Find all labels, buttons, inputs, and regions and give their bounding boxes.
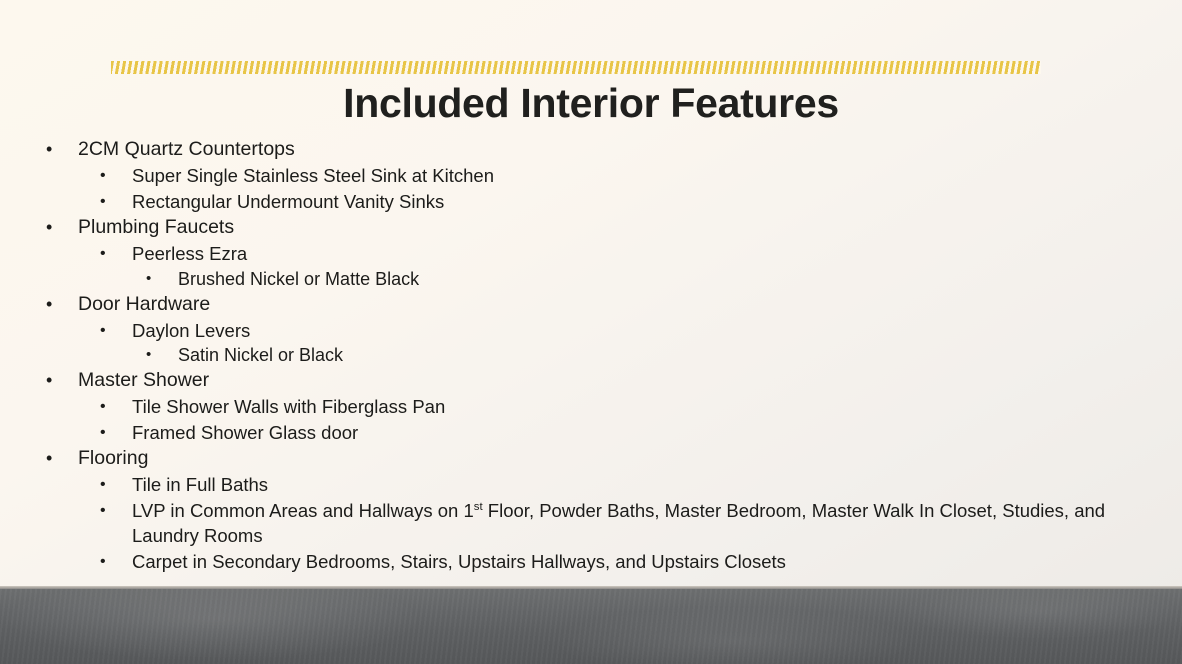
- bullet-icon: •: [100, 398, 106, 415]
- bullet-icon: •: [100, 192, 106, 210]
- list-item-row: [34, 214, 1144, 241]
- list-item-label: Peerless Ezra: [132, 243, 248, 264]
- list-item: [34, 163, 1144, 189]
- list-item-label: Satin Nickel or Black: [178, 345, 344, 365]
- page-title: Included Interior Features: [343, 80, 839, 126]
- list-item: [34, 394, 1144, 420]
- list-item-label: Daylon Levers: [132, 319, 251, 341]
- list-item-label: Rectangular Undermount Vanity Sinks: [132, 190, 445, 212]
- list-item-row: [34, 291, 1144, 318]
- bullet-icon: •: [100, 321, 106, 339]
- bullet-icon: •: [100, 167, 106, 184]
- list-item-label: Tile Shower Walls with Fiberglass Pan: [132, 396, 446, 417]
- list-item-row: [34, 549, 1144, 575]
- list-item: [34, 241, 1144, 267]
- list-item-label: LVP in Common Areas and Hallways on 1st Floor, Powder Baths, Master Bedroom, Master Walk In Closet, Studies, and Laundry Rooms: [132, 499, 1106, 546]
- list-item-label: 2CM Quartz Countertops: [78, 138, 295, 160]
- list-item-row: [34, 189, 1144, 215]
- bullet-icon: •: [100, 245, 106, 262]
- bullet-icon: •: [46, 370, 53, 390]
- list-item: [34, 214, 1144, 241]
- bullet-icon: •: [100, 552, 106, 570]
- list-item-row: [34, 318, 1144, 344]
- bullet-icon: •: [46, 217, 53, 237]
- ordinal-suffix: st: [473, 500, 483, 513]
- bullet-icon: •: [46, 293, 53, 314]
- list-item: [34, 549, 1144, 575]
- list-item: [34, 498, 1144, 549]
- list-item: [34, 291, 1144, 318]
- list-item-row: [34, 472, 1144, 498]
- list-item-label: Brushed Nickel or Matte Black: [178, 268, 420, 289]
- list-item-row: [34, 420, 1144, 446]
- list-item: [34, 472, 1144, 498]
- bullet-icon: •: [100, 423, 106, 441]
- list-item-label: Carpet in Secondary Bedrooms, Stairs, Upstairs Hallways, and Upstairs Closets: [132, 550, 786, 572]
- list-item-label: Master Shower: [78, 369, 210, 391]
- list-item-label: Framed Shower Glass door: [132, 421, 359, 443]
- list-item-row: [34, 445, 1144, 472]
- list-item: [34, 367, 1144, 394]
- list-item-row: [34, 136, 1144, 163]
- list-item: [34, 445, 1144, 472]
- bullet-icon: •: [46, 139, 53, 159]
- list-item-label: Flooring: [78, 447, 149, 469]
- list-item-row: [34, 367, 1144, 394]
- list-item: [34, 343, 1144, 367]
- stone-floor-image: [0, 589, 1182, 664]
- bullet-icon: •: [100, 501, 106, 519]
- list-item: [34, 189, 1144, 215]
- list-item: [34, 318, 1144, 344]
- list-item-label: Super Single Stainless Steel Sink at Kitchen: [132, 165, 494, 186]
- bullet-icon: •: [100, 476, 106, 493]
- list-item: [34, 420, 1144, 446]
- bullet-icon: •: [146, 269, 152, 287]
- list-item-label: Door Hardware: [78, 292, 211, 315]
- list-item-label: Tile in Full Baths: [132, 474, 269, 495]
- title-decorative-rule: [111, 61, 1041, 74]
- list-item: [34, 136, 1144, 163]
- list-item-row: [34, 241, 1144, 267]
- bullet-icon: •: [46, 448, 53, 468]
- list-item-row: [34, 267, 1144, 291]
- list-item-label: Plumbing Faucets: [78, 216, 235, 238]
- bullet-icon: •: [146, 346, 152, 363]
- list-item-row: [34, 343, 1144, 367]
- list-item-row: [34, 163, 1144, 189]
- list-item-row: [34, 498, 1144, 549]
- feature-list: [34, 136, 1144, 574]
- list-item-row: [34, 394, 1144, 420]
- bullet-list: [34, 136, 1144, 574]
- list-item: [34, 267, 1144, 291]
